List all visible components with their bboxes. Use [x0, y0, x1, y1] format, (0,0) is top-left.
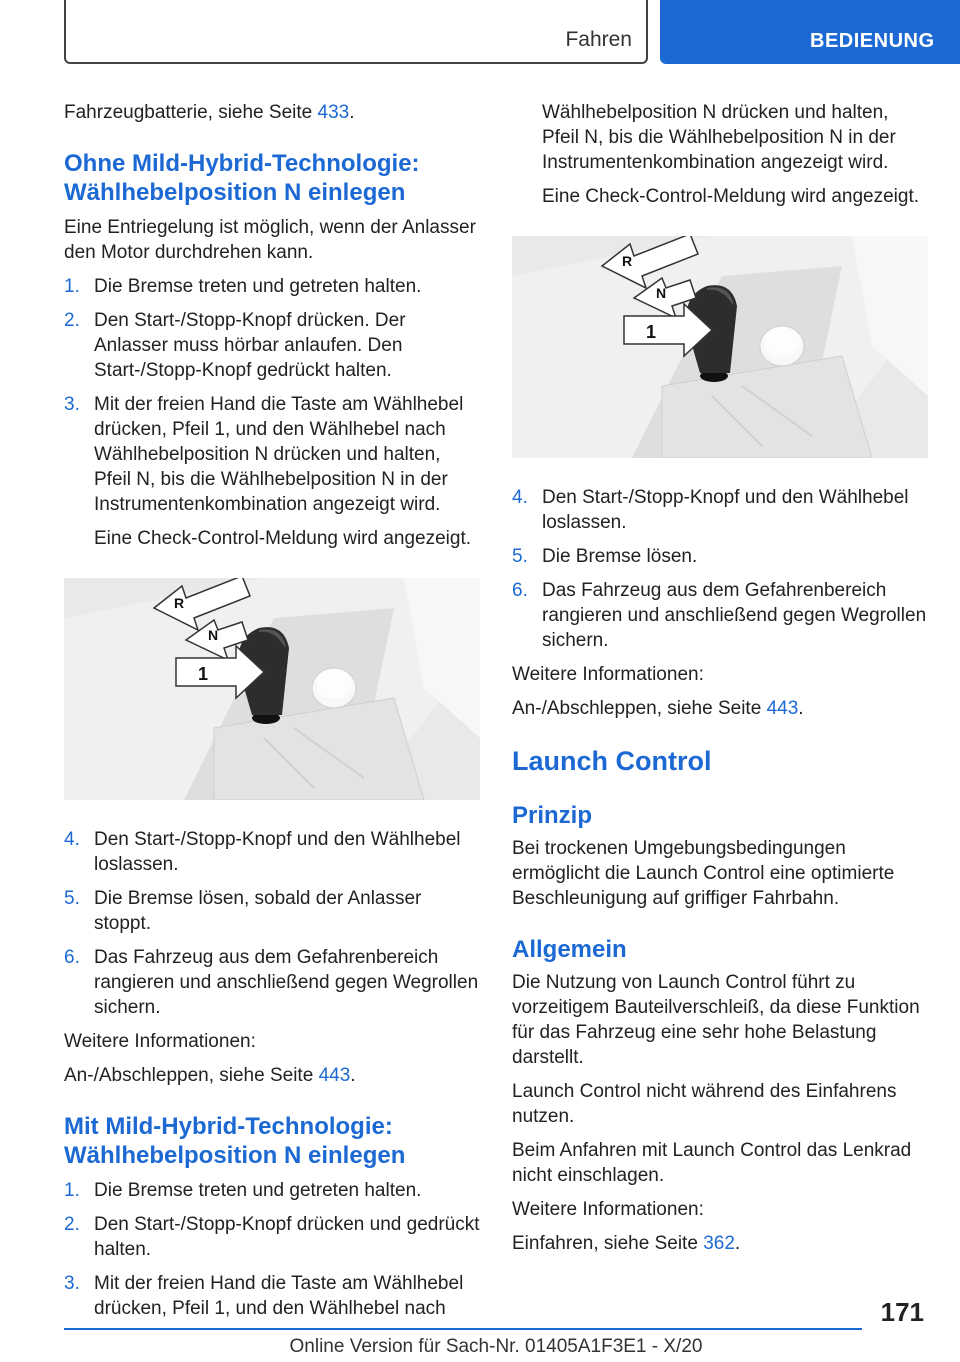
step-number: 3. — [64, 394, 80, 415]
header-chapter-box — [64, 0, 648, 64]
arrow-label-1: 1 — [646, 322, 657, 342]
arrow-label-n: N — [208, 627, 219, 643]
more-info-label-right: Weitere Informationen: — [512, 664, 704, 685]
step-text: Die Bremse treten und getreten halten. — [94, 276, 422, 297]
step-text: Den Start-/Stopp-Knopf und den Wählhebel loslassen. — [542, 487, 909, 533]
heading-mit-mild-hybrid: Mit Mild-Hybrid-Technologie: Wählhebelposition N einlegen — [64, 1113, 406, 1169]
step-text: Den Start-/Stopp-Knopf drücken und gedrückt halten. — [94, 1214, 480, 1260]
step-number: 6. — [64, 947, 80, 968]
gear-selector-figure — [512, 236, 928, 458]
footer-text: Online Version für Sach-Nr. 01405A1F3E1 - X/20 — [289, 1336, 703, 1357]
step-number: 2. — [64, 1214, 80, 1235]
step-number: 5. — [64, 888, 80, 909]
list-item — [64, 886, 480, 936]
step-text: Das Fahrzeug aus dem Gefahrenbereich rangieren und anschließend gegen Wegrollen sichern. — [94, 947, 479, 1018]
page-link-362[interactable]: 362 — [703, 1233, 735, 1254]
tow-text-right: An-/Abschleppen, siehe Seite — [512, 698, 762, 719]
list-item — [64, 1178, 480, 1203]
allgemein-paragraph-1: Die Nutzung von Launch Control führt zu vorzeitigem Bauteilverschleiß, da diese Funktion für das Fahrzeug eine sehr hohe Belastung darstellt. — [512, 972, 920, 1068]
footer-divider — [64, 1328, 862, 1330]
right-column — [512, 100, 928, 1265]
steps-list-a — [64, 274, 480, 551]
step-number: 2. — [64, 310, 80, 331]
more-info-label: Weitere Informationen: — [64, 1031, 256, 1052]
einfahren-paragraph: Einfahren, siehe Seite 362. — [512, 1233, 741, 1254]
step-text: Die Bremse treten und getreten halten. — [94, 1180, 422, 1201]
page-number: 171 — [880, 1297, 924, 1327]
gear-selector-figure — [64, 578, 480, 800]
figure-slot-right — [512, 218, 928, 485]
intro-paragraph: Fahrzeugbatterie, siehe Seite 433. — [64, 102, 355, 123]
einfahren-text: Einfahren, siehe Seite — [512, 1233, 698, 1254]
page-link-443-right[interactable]: 443 — [766, 698, 799, 719]
list-item — [64, 308, 480, 383]
arrow-label-r: R — [622, 253, 633, 269]
tow-paragraph-right: An-/Abschleppen, siehe Seite 443. — [512, 698, 804, 719]
page-link-443[interactable]: 443 — [318, 1065, 351, 1086]
arrow-label-n: N — [656, 285, 667, 301]
steps-list-b — [64, 827, 480, 1020]
heading-launch-control: Launch Control — [512, 746, 712, 776]
more-info-label-2: Weitere Informationen: — [512, 1199, 704, 1220]
list-item — [64, 1212, 480, 1262]
heading-prinzip: Prinzip — [512, 802, 593, 829]
heading-ohne-mild-hybrid: Ohne Mild-Hybrid-Technologie: Wählhebelposition N einlegen — [64, 150, 420, 206]
step-number: 1. — [64, 1180, 80, 1201]
ohne-paragraph: Eine Entriegelung ist möglich, wenn der Anlasser den Motor durchdrehen kann. — [64, 217, 476, 263]
list-item — [64, 274, 480, 299]
left-column — [64, 100, 480, 1330]
steps-list-d — [512, 485, 928, 653]
step-text: Mit der freien Hand die Taste am Wählhebel drücken, Pfeil 1, und den Wählhebel nach — [94, 1273, 464, 1319]
allgemein-paragraph-3: Beim Anfahren mit Launch Control das Lenkrad nicht einschlagen. — [512, 1140, 912, 1186]
step-number: 4. — [512, 487, 528, 508]
section-tab — [660, 0, 960, 64]
page-link-433[interactable]: 433 — [317, 102, 350, 123]
list-item — [64, 1271, 480, 1321]
step-number: 5. — [512, 546, 528, 567]
steps-list-c — [64, 1178, 480, 1321]
continued-step-sub: Eine Check-Control-Meldung wird angezeigt. — [542, 186, 920, 207]
section-label: BEDIENUNG — [810, 30, 935, 52]
allgemein-paragraph-2: Launch Control nicht während des Einfahrens nutzen. — [512, 1081, 897, 1127]
list-item — [64, 945, 480, 1020]
step-subtext: Eine Check-Control-Meldung wird angezeigt. — [94, 528, 472, 549]
arrow-label-1: 1 — [198, 664, 209, 684]
list-item — [64, 827, 480, 877]
step-number: 1. — [64, 276, 80, 297]
figure-slot-left — [64, 560, 480, 827]
arrow-label-r: R — [174, 595, 185, 611]
heading-allgemein: Allgemein — [512, 936, 627, 963]
step-text: Die Bremse lösen, sobald der Anlasser stoppt. — [94, 888, 422, 934]
tow-text: An-/Abschleppen, siehe Seite — [64, 1065, 314, 1086]
step-text: Das Fahrzeug aus dem Gefahrenbereich rangieren und anschließend gegen Wegrollen sichern. — [542, 580, 927, 651]
step-text: Den Start-/Stopp-Knopf und den Wählhebel loslassen. — [94, 829, 461, 875]
continued-step-text: Wählhebelposition N drücken und halten, Pfeil N, bis die Wählhebelposition N in der Instrumentenkombination angezeigt wird. — [542, 102, 896, 173]
list-item — [512, 578, 928, 653]
step-text: Die Bremse lösen. — [542, 546, 698, 567]
step-text: Mit der freien Hand die Taste am Wählhebel drücken, Pfeil 1, und den Wählhebel nach Wählhebelposition N drücken und halten, Pfeil N, bis die Wählhebelposition N in der Instrumentenkombination angezeigt wird. — [94, 394, 464, 515]
list-item — [512, 485, 928, 535]
intro-text: Fahrzeugbatterie, siehe Seite — [64, 102, 313, 123]
step-number: 4. — [64, 829, 80, 850]
step-number: 6. — [512, 580, 528, 601]
prinzip-paragraph: Bei trockenen Umgebungsbedingungen ermöglicht die Launch Control eine optimierte Beschleunigung auf griffiger Fahrbahn. — [512, 838, 895, 909]
list-item — [512, 544, 928, 569]
list-item — [64, 392, 480, 551]
chapter-label: Fahren — [565, 28, 632, 51]
step-number: 3. — [64, 1273, 80, 1294]
step-text: Den Start-/Stopp-Knopf drücken. Der Anlasser muss hörbar anlaufen. Den Start-/Stopp-Knopf gedrückt halten. — [94, 310, 406, 381]
tow-paragraph: An-/Abschleppen, siehe Seite 443. — [64, 1065, 356, 1086]
